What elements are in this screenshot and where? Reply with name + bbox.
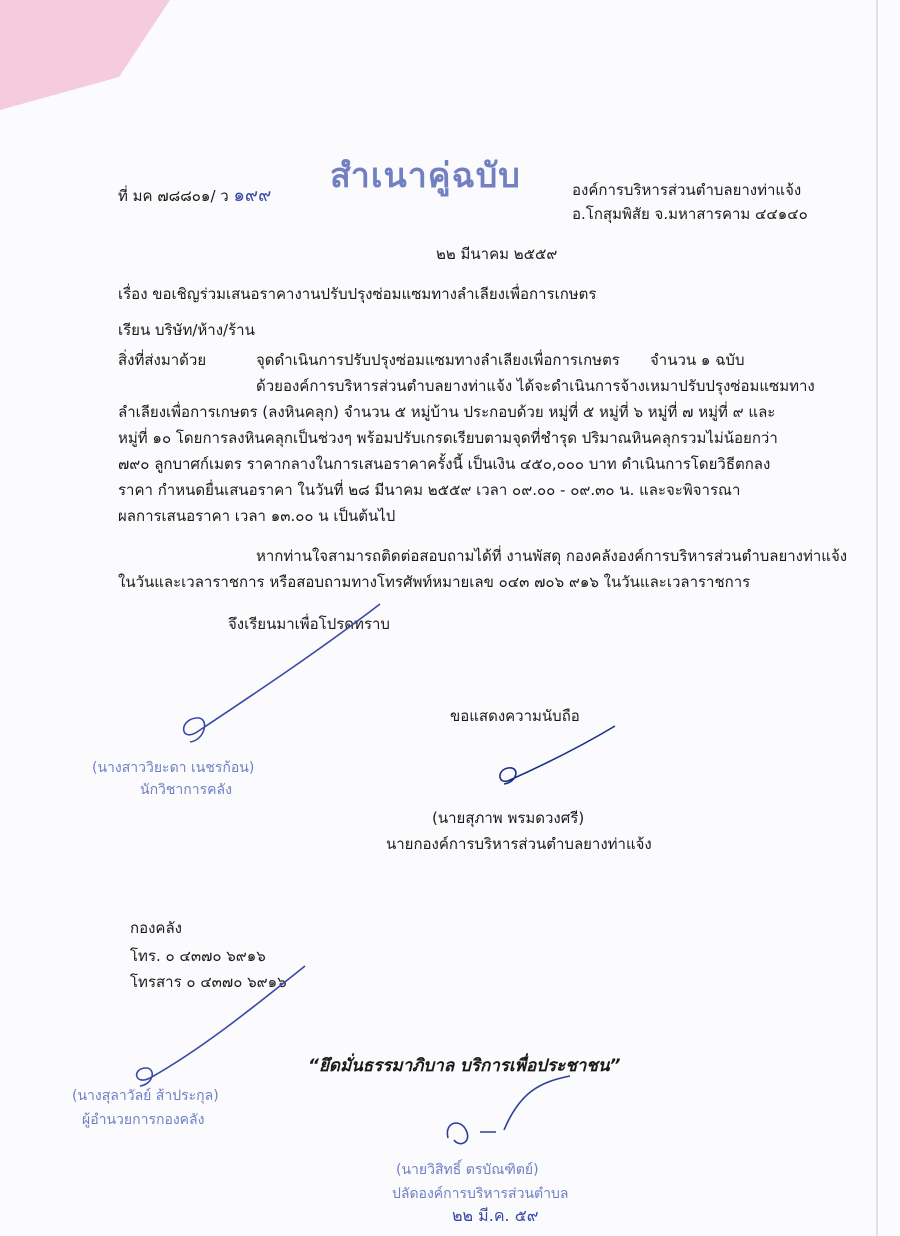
regards-line: ขอแสดงความนับถือ [450,707,580,725]
staff-name: (นางสาววิยะดา เนชรก้อน) [92,760,255,776]
body-line: ลำเลียงเพื่อการเกษตร (ลงหินคลุก) จำนวน ๕ หมู่บ้าน ประกอบด้วย หมู่ที่ ๕ หมู่ที่ ๖ หมู่ที่ ๗ หมู่ที่ ๙ และ [118,403,776,421]
telephone: โทร. ๐ ๔๓๗๐ ๖๙๑๖ [130,947,266,965]
clerk-name: (นายวิสิทธิ์ ตรบัณฑิตย์) [396,1162,539,1178]
reference-number [118,186,271,206]
body-line: ด้วยองค์การบริหารส่วนตำบลยางท่าแจ้ง ได้จะดำเนินการจ้างเหมาปรับปรุงซ่อมแซมทาง [256,377,815,395]
body-line: ๗๙๐ ลูกบาศก์เมตร ราคากลางในการเสนอราคาครั้งนี้ เป็นเงิน ๔๕๐,๐๐๐ บาท ดำเนินการโดยวิธีตกลง [118,455,771,473]
clerk-title: ปลัดองค์การบริหารส่วนตำบล [392,1186,569,1202]
clerk-date: ๒๒ มี.ค. ๕๙ [452,1206,539,1225]
staff-signature [170,600,390,760]
slogan: “ยึดมั่นธรรมาภิบาล บริการเพื่อประชาชน” [308,1056,621,1076]
body-line: ผลการเสนอราคา เวลา ๑๓.๐๐ น เป็นต้นไป [118,507,396,525]
fax: โทรสาร ๐ ๔๓๗๐ ๖๙๑๖ [130,973,287,991]
mayor-signature [490,722,630,792]
director-name: (นางสุลาวัลย์ ส้าประกุล) [72,1088,219,1104]
organization-name: องค์การบริหารส่วนตำบลยางท่าแจ้ง [572,181,802,199]
organization-address: อ.โกสุมพิสัย จ.มหาสารคาม ๔๔๑๔๐ [572,205,808,223]
body-line: ราคา กำหนดยื่นเสนอราคา ในวันที่ ๒๘ มีนาคม ๒๕๕๙ เวลา ๐๙.๐๐ - ๐๙.๓๐ น. และจะพิจารณา [118,481,741,499]
pink-sticky-note [0,0,170,110]
director-title: ผู้อำนวยการกองคลัง [82,1112,205,1128]
letter-recipient: เรียน บริษัท/ห้าง/ร้าน [118,321,255,339]
body-line: หมู่ที่ ๑๐ โดยการลงหินคลุกเป็นช่วงๆ พร้อมปรับเกรดเรียบตามจุดที่ชำรุด ปริมาณหินคลุกรวมไม่น้อยกว่า [118,429,778,447]
closing-line: จึงเรียนมาเพื่อโปรดทราบ [228,615,390,633]
reference-prefix: ที่ มค ๗๘๘๐๑/ ว [118,187,229,205]
enclosure-item: จุดดำเนินการปรับปรุงซ่อมแซมทางลำเลียงเพื่อการเกษตร [256,351,620,369]
copy-stamp: สำเนาคู่ฉบับ [330,156,521,196]
signer-name: (นายสุภาพ พรมดวงศรี) [432,809,585,827]
director-signature [110,960,310,1100]
contact-line: ในวันและเวลาราชการ หรือสอบถามทางโทรศัพท์หมายเลข ๐๔๓ ๗๐๖ ๙๑๖ ในวันและเวลาราชการ [118,573,751,591]
department-name: กองคลัง [130,919,182,937]
enclosure-quantity: จำนวน ๑ ฉบับ [650,351,745,369]
clerk-signature [440,1072,580,1152]
enclosure-label: สิ่งที่ส่งมาด้วย [118,351,207,369]
letter-subject: เรื่อง ขอเชิญร่วมเสนอราคางานปรับปรุงซ่อมแซมทางลำเลียงเพื่อการเกษตร [118,285,597,303]
staff-title: นักวิชาการคลัง [140,782,232,798]
page-edge [876,0,878,1236]
contact-line: หากท่านใจสามารถติดต่อสอบถามได้ที่ งานพัสดุ กองคลังองค์การบริหารส่วนตำบลยางท่าแจ้ง [256,547,848,565]
reference-handwritten-number: ๑๙๙ [233,185,272,206]
letter-date: ๒๒ มีนาคม ๒๕๕๙ [436,245,558,263]
signer-title: นายกองค์การบริหารส่วนตำบลยางท่าแจ้ง [386,835,652,853]
